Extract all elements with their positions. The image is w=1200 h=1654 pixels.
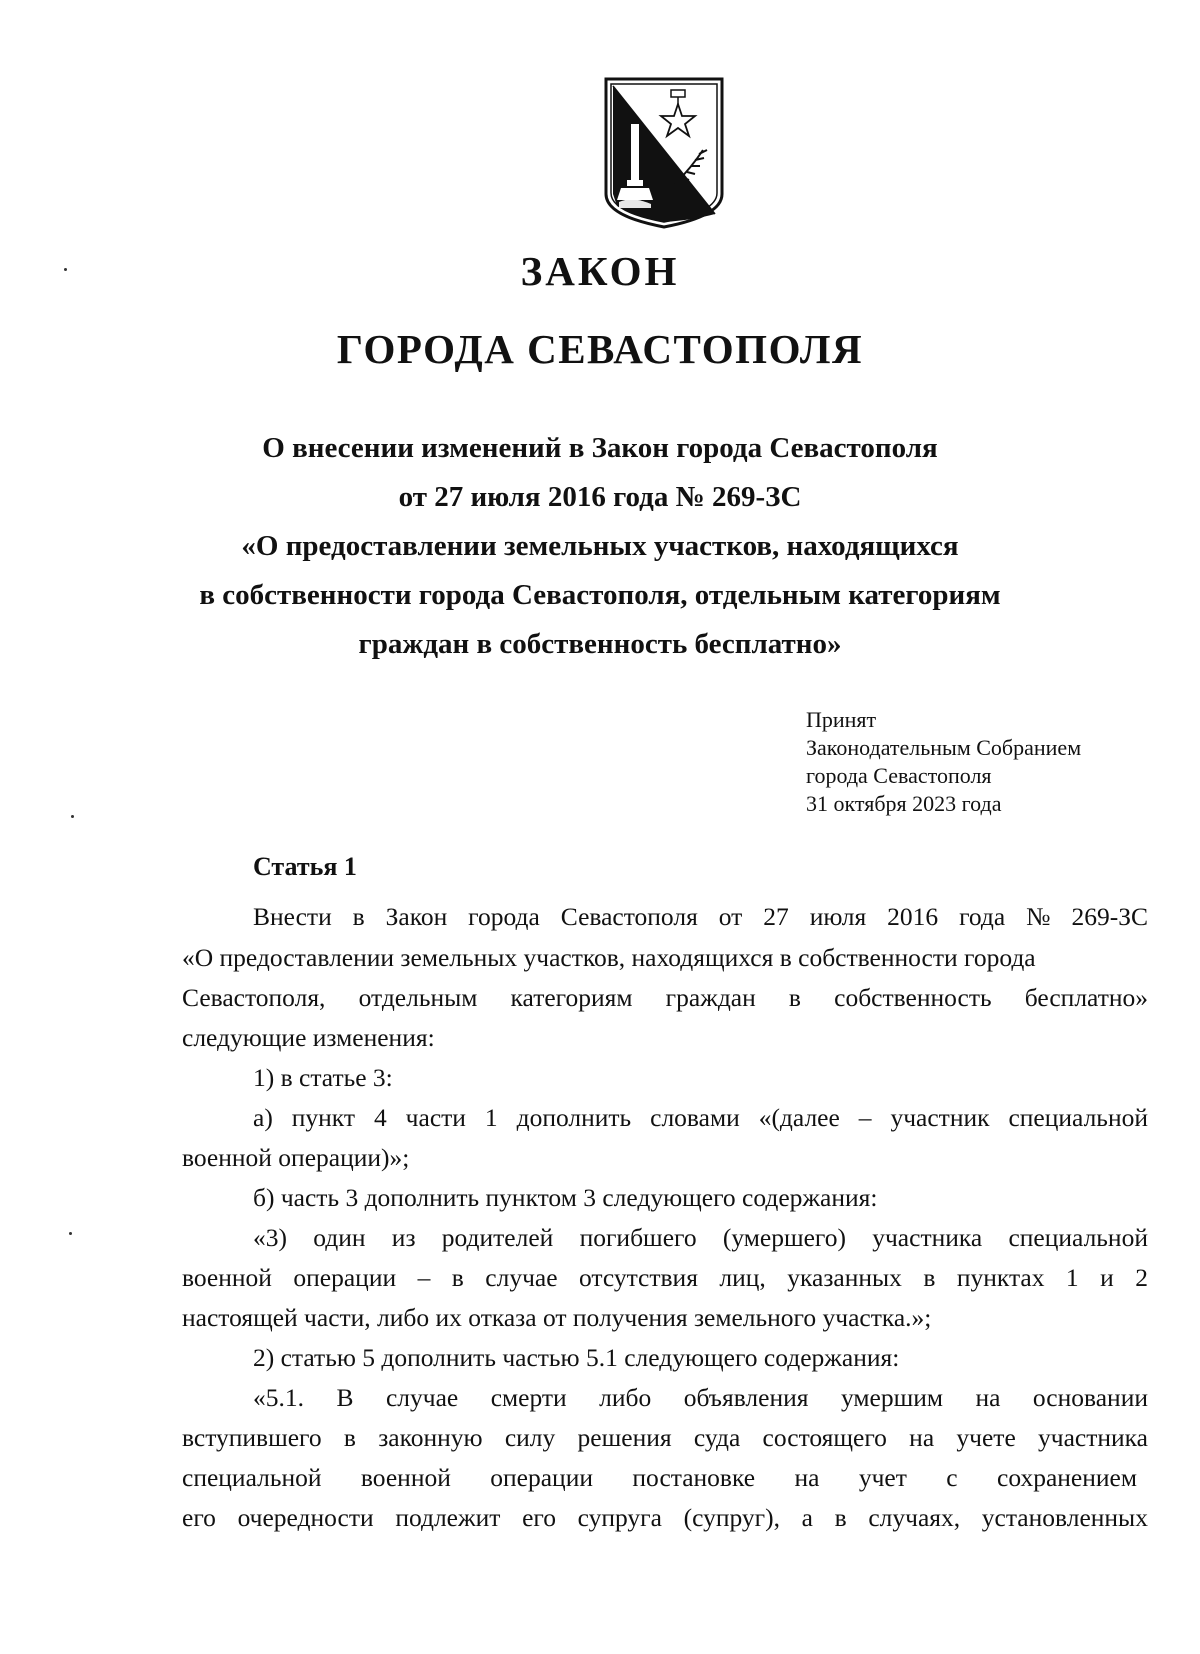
word: пунктах: [956, 1263, 1045, 1292]
word: лиц,: [719, 1263, 766, 1292]
sevastopol-coat-of-arms-icon: [603, 76, 725, 230]
word: граждан: [665, 983, 756, 1012]
word: в: [451, 1263, 464, 1292]
word: в: [788, 983, 801, 1012]
word: операции: [490, 1463, 593, 1492]
word: 2: [1135, 1263, 1148, 1292]
quoted-text-line: [182, 1423, 1148, 1453]
document-issuer: ГОРОДА СЕВАСТОПОЛЯ: [336, 326, 864, 372]
word: отдельным: [358, 983, 478, 1012]
word: бесплатно»: [1024, 983, 1148, 1012]
amendment-item-b: б) часть 3 дополнить пунктом 3 следующего содержания:: [253, 1183, 878, 1212]
amendment-item-a: [253, 1103, 1148, 1133]
word: супруга: [577, 1503, 662, 1532]
adoption-note-line: 31 октября 2023 года: [806, 791, 1002, 816]
word: вступившего: [182, 1423, 322, 1452]
word: родителей: [441, 1223, 554, 1252]
word: смерти: [490, 1383, 567, 1412]
word: погибшего: [579, 1223, 697, 1252]
word: на: [975, 1383, 1001, 1412]
word: июля: [809, 902, 867, 931]
word: специальной: [182, 1463, 322, 1492]
word: дополнить: [516, 1103, 632, 1132]
paragraph-line: [182, 983, 1148, 1013]
word: учет: [858, 1463, 907, 1492]
adoption-note-line: Законодательным Собранием: [806, 735, 1082, 760]
document-title: ЗАКОН: [520, 248, 680, 294]
quoted-text-line: [182, 1263, 1148, 1293]
word: –: [858, 1103, 872, 1132]
word: категориям: [510, 983, 633, 1012]
word: «3): [253, 1223, 287, 1252]
word: –: [417, 1263, 431, 1292]
paragraph-line: следующие изменения:: [182, 1023, 435, 1052]
adoption-note-line: города Севастополя: [806, 763, 992, 788]
word: законную: [378, 1423, 483, 1452]
word: учете: [956, 1423, 1016, 1452]
word: специальной: [1008, 1103, 1148, 1132]
word: в: [352, 902, 365, 931]
word: силу: [504, 1423, 556, 1452]
word: 27: [763, 902, 789, 931]
amendment-item-1: 1) в статье 3:: [253, 1063, 393, 1092]
word: решения: [577, 1423, 672, 1452]
word: а): [253, 1103, 273, 1132]
word: отсутствия: [579, 1263, 698, 1292]
word: Внести: [253, 902, 332, 931]
word: года: [959, 902, 1006, 931]
word: основании: [1032, 1383, 1148, 1412]
word: Севастополя: [560, 902, 698, 931]
word: из: [391, 1223, 416, 1252]
scan-speck: [71, 815, 74, 818]
word: участника: [872, 1223, 983, 1252]
word: 4: [373, 1103, 387, 1132]
word: (супруг),: [683, 1503, 780, 1532]
word: а: [801, 1503, 813, 1532]
adoption-note: [806, 706, 1081, 818]
adoption-note-line: Принят: [806, 707, 877, 732]
amendment-item-2: 2) статью 5 дополнить частью 5.1 следующего содержания:: [253, 1343, 900, 1372]
word: специальной: [1008, 1223, 1148, 1252]
quoted-text-line: [253, 1223, 1148, 1253]
word: города: [468, 902, 540, 931]
word: его: [182, 1503, 216, 1532]
quoted-text-line: [182, 1463, 1137, 1493]
paragraph-line: военной операции)»;: [182, 1143, 410, 1172]
word: словами: [650, 1103, 740, 1132]
scan-speck: [69, 1232, 72, 1235]
law-subject-line-2: от 27 июля 2016 года № 269-ЗС: [398, 481, 802, 513]
word: 2016: [887, 902, 939, 931]
word: и: [1100, 1263, 1114, 1292]
word: военной: [360, 1463, 451, 1492]
word: Севастополя,: [182, 983, 326, 1012]
word: один: [313, 1223, 366, 1252]
quoted-text-line: [182, 1503, 1148, 1533]
word: части: [405, 1103, 466, 1132]
word: установленных: [981, 1503, 1148, 1532]
law-subject-line-5: граждан в собственность бесплатно»: [358, 628, 842, 660]
word: состоящего: [762, 1423, 887, 1452]
word: операции: [293, 1263, 397, 1292]
word: случае: [485, 1263, 558, 1292]
word: в: [923, 1263, 936, 1292]
word: В: [336, 1383, 354, 1412]
word: участник: [890, 1103, 990, 1132]
word: суда: [693, 1423, 741, 1452]
word: постановке: [632, 1463, 756, 1492]
word: в: [343, 1423, 356, 1452]
word: умершим: [840, 1383, 944, 1412]
word: очередности: [237, 1503, 374, 1532]
word: либо: [599, 1383, 652, 1412]
word: пункт: [291, 1103, 356, 1132]
word: №: [1026, 902, 1051, 931]
word: 269-ЗС: [1071, 902, 1148, 931]
law-subject-line-3: «О предоставлении земельных участков, находящихся: [241, 530, 959, 562]
word: военной: [182, 1263, 272, 1292]
quoted-text-line: настоящей части, либо их отказа от получения земельного участка.»;: [182, 1303, 932, 1332]
word: в: [834, 1503, 847, 1532]
word: случаях,: [868, 1503, 961, 1532]
word: «(далее: [758, 1103, 840, 1132]
word: случае: [385, 1383, 459, 1412]
law-subject-line-1: О внесении изменений в Закон города Севастополя: [262, 432, 938, 464]
word: Закон: [385, 902, 448, 931]
law-subject-line-4: в собственности города Севастополя, отдельным категориям: [199, 579, 1001, 611]
word: «5.1.: [253, 1383, 304, 1412]
word: 1: [1065, 1263, 1079, 1292]
paragraph-line: «О предоставлении земельных участков, находящихся в собственности города: [182, 943, 1036, 972]
word: от: [718, 902, 743, 931]
word: 1: [484, 1103, 498, 1132]
paragraph-line: [253, 902, 1148, 932]
word: на: [794, 1463, 820, 1492]
quoted-text-line: [253, 1383, 1148, 1413]
word: указанных: [787, 1263, 902, 1292]
article-heading: Статья 1: [253, 852, 357, 881]
scan-speck: [64, 268, 67, 271]
word: участника: [1038, 1423, 1148, 1452]
word: подлежит: [395, 1503, 501, 1532]
word: с: [946, 1463, 958, 1492]
word: (умершего): [722, 1223, 846, 1252]
word: собственность: [834, 983, 992, 1012]
word: на: [909, 1423, 935, 1452]
word: объявления: [683, 1383, 809, 1412]
word: его: [522, 1503, 556, 1532]
word: сохранением: [997, 1463, 1137, 1492]
